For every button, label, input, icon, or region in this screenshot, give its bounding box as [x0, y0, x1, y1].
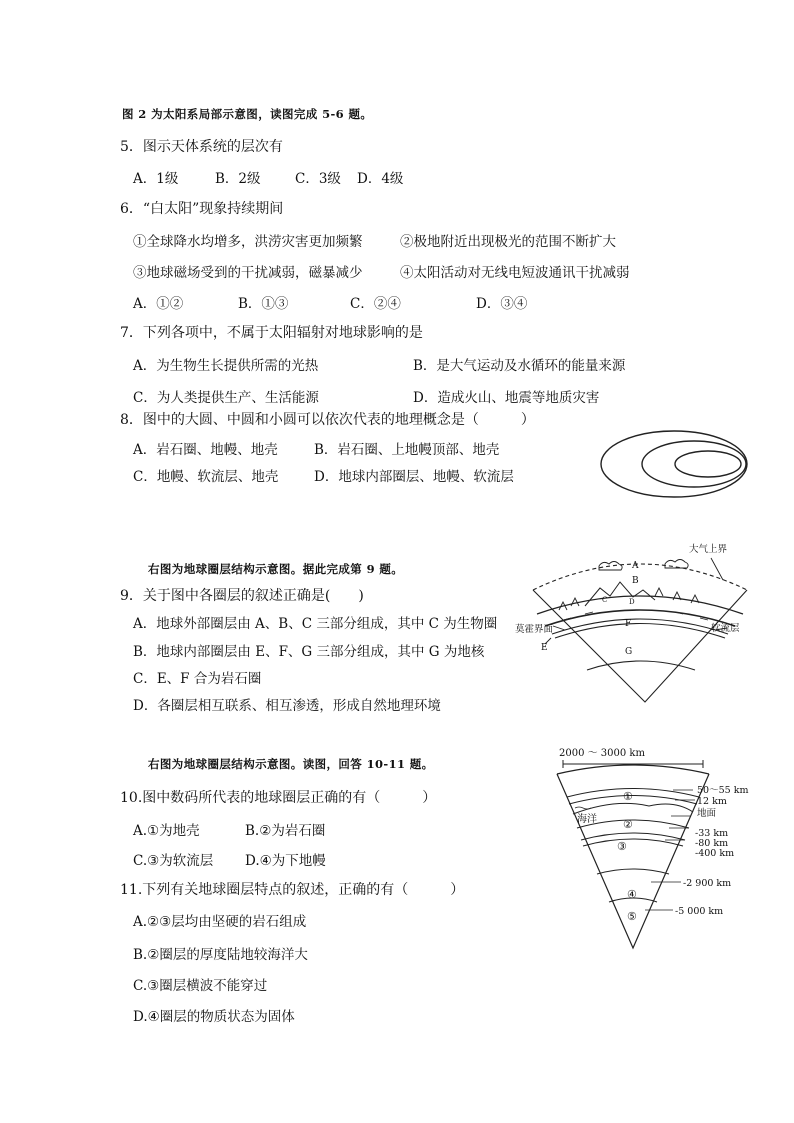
label-top-range: 2000 ～ 3000 km — [559, 748, 645, 759]
label-depth-50-55: 50～55 km — [697, 785, 749, 796]
q6-option-d: D．③④ — [476, 296, 528, 312]
depth-leaders — [645, 790, 695, 910]
q6-item-3: ③地球磁场受到的干扰减弱，磁暴减少 — [133, 265, 363, 281]
label-g: G — [625, 647, 633, 657]
label-asthenosphere: 软流层 — [711, 623, 740, 634]
q8-option-a: A．岩石圈、地幔、地壳 — [133, 442, 278, 458]
leader-moho — [553, 626, 565, 630]
q7-stem: 7．下列各项中，不属于太阳辐射对地球影响的是 — [120, 325, 423, 341]
q6-option-a: A．①② — [133, 296, 184, 312]
label-layer-2: ② — [623, 818, 633, 831]
q10-option-b: B.②为岩石圈 — [245, 823, 326, 839]
q8-option-d: D．地球内部圈层、地幔、软流层 — [314, 469, 514, 485]
small-circle — [675, 451, 741, 477]
q8-option-c: C．地幔、软流层、地壳 — [133, 469, 279, 485]
intro-q10-11: 右图为地球圈层结构示意图。读图，回答 10-11 题。 — [148, 757, 434, 771]
mountains — [585, 582, 655, 606]
atmosphere-top-arc — [557, 765, 709, 774]
mantle-core-arc — [597, 869, 669, 874]
moho-arc — [573, 803, 693, 814]
q5-option-d: D．4级 — [357, 171, 404, 187]
q6-item-2: ②极地附近出现极光的范围不断扩大 — [400, 234, 616, 250]
q9-stem: 9．关于图中各圈层的叙述正确是( ) — [120, 588, 364, 604]
label-depth-400: -400 km — [695, 848, 735, 859]
q9-option-d: D．各圈层相互联系、相互渗透，形成自然地理环境 — [133, 698, 441, 714]
label-c: C — [602, 596, 608, 604]
q8-nested-circles-figure — [598, 428, 758, 500]
q5-option-b: B．2级 — [215, 171, 261, 187]
asthenosphere-top — [552, 619, 728, 634]
label-layer-4: ④ — [627, 888, 637, 901]
upper-atmosphere-boundary — [533, 564, 747, 590]
label-f: F — [625, 619, 632, 629]
earth-sphere-structure-figure — [515, 540, 765, 710]
q10-option-a: A.①为地壳 — [133, 823, 200, 839]
intro-q5-6: 图 2 为太阳系局部示意图，读图完成 5-6 题。 — [122, 107, 373, 121]
q6-item-4: ④太阳活动对无线电短波通讯干扰减弱 — [400, 265, 630, 281]
q11-option-d: D.④圈层的物质状态为固体 — [133, 1009, 295, 1025]
label-a: A — [632, 561, 639, 571]
leader-upper-atmosphere — [711, 558, 723, 580]
q7-option-d: D．造成火山、地震等地质灾害 — [413, 390, 600, 406]
q9-option-b: B．地球内部圈层由 E、F、G 三部分组成，其中 G 为地核 — [133, 644, 485, 660]
label-depth-80: -80 km — [695, 838, 729, 849]
label-depth-12: 12 km — [697, 796, 727, 807]
q5-stem: 5．图示天体系统的层次有 — [120, 139, 283, 155]
label-upper-atmosphere: 大气上界 — [689, 544, 728, 555]
q7-option-a: A．为生物生长提供所需的光热 — [133, 358, 319, 374]
q11-option-a: A.②③层均由坚硬的岩石组成 — [133, 914, 307, 930]
q5-option-a: A．1级 — [133, 171, 179, 187]
q6-option-c: C．②④ — [350, 296, 401, 312]
label-e: E — [541, 643, 548, 653]
label-ground: 地面 — [697, 808, 717, 819]
q11-option-b: B.②圈层的厚度陆地较海洋大 — [133, 947, 308, 963]
large-circle — [601, 431, 747, 497]
label-d: D — [629, 598, 635, 606]
label-depth-5000: -5 000 km — [675, 906, 724, 917]
q5-option-c: C．3级 — [295, 171, 341, 187]
core-boundary — [587, 661, 695, 670]
label-depth-33: -33 km — [695, 828, 729, 839]
q11-option-c: C.③圈层横波不能穿过 — [133, 978, 268, 994]
q10-option-c: C.③为软流层 — [133, 853, 214, 869]
label-moho: 莫霍界面 — [515, 624, 554, 635]
earth-layers-depth-figure — [555, 742, 755, 954]
q9-option-c: C．E、F 合为岩石圈 — [133, 671, 262, 687]
intro-q9: 右图为地球圈层结构示意图。据此完成第 9 题。 — [148, 562, 404, 576]
q9-option-a: A．地球外部圈层由 A、B、C 三部分组成，其中 C 为生物圈 — [133, 616, 498, 632]
q7-option-c: C．为人类提供生产、生活能源 — [133, 390, 319, 406]
ground-surface — [537, 596, 743, 614]
label-layer-3: ③ — [617, 840, 627, 853]
medium-circle — [642, 441, 746, 487]
label-layer-1: ① — [623, 790, 633, 803]
label-b: B — [632, 576, 639, 586]
label-ocean: 海洋 — [577, 814, 597, 825]
q8-stem: 8．图中的大圆、中圆和小圆可以依次代表的地理概念是（ ） — [120, 412, 535, 428]
q6-stem: 6．“白太阳”现象持续期间 — [120, 201, 284, 217]
q7-option-b: B．是大气运动及水循环的能量来源 — [413, 358, 626, 374]
q11-stem: 11.下列有关地球圈层特点的叙述，正确的有（ ） — [120, 882, 465, 898]
q6-item-1: ①全球降水均增多，洪涝灾害更加频繁 — [133, 234, 363, 250]
q10-option-d: D.④为下地幔 — [245, 853, 326, 869]
q8-option-b: B．岩石圈、上地幔顶部、地壳 — [314, 442, 500, 458]
label-depth-2900: -2 900 km — [683, 878, 732, 889]
q10-stem: 10.图中数码所代表的地球圈层正确的有（ ） — [120, 790, 437, 806]
label-layer-5: ⑤ — [627, 910, 637, 923]
cloud-left — [599, 562, 622, 571]
q6-option-b: B．①③ — [238, 296, 289, 312]
